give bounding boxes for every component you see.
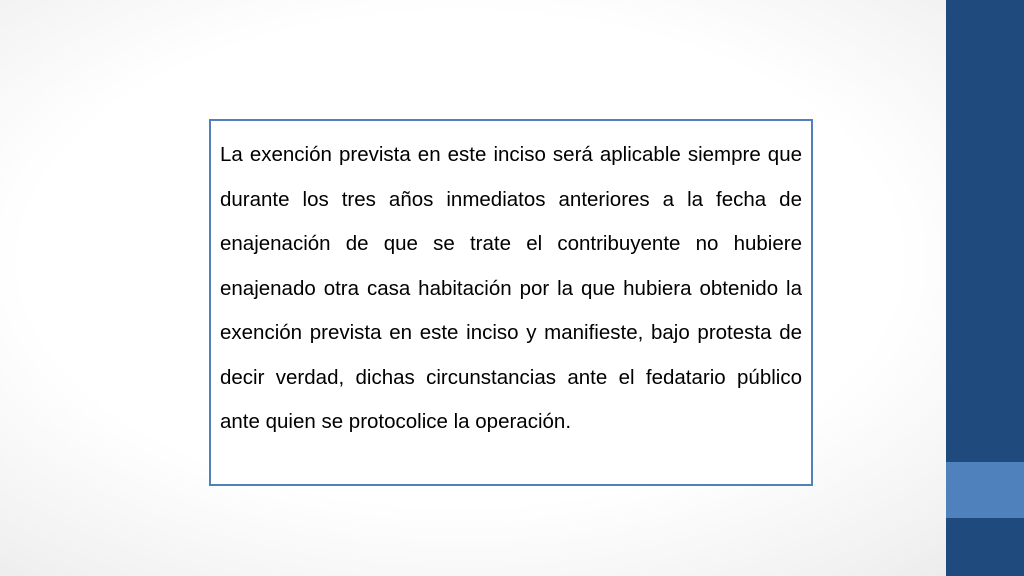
body-paragraph: La exención prevista en este inciso será aplicable siempre que durante los tres años inmediatos anteriores a la fecha de enajenación de que se trate el contribuyente no hubiere enajenado otra casa habitación por la que hubiera obtenido la exención prevista en este inciso y manifieste, bajo protesta de decir verdad, dichas circunstancias ante el fedatario público ante quien se protocolice la operación. [220,143,802,433]
side-accent-decoration [946,462,1024,518]
text-box [209,119,813,486]
